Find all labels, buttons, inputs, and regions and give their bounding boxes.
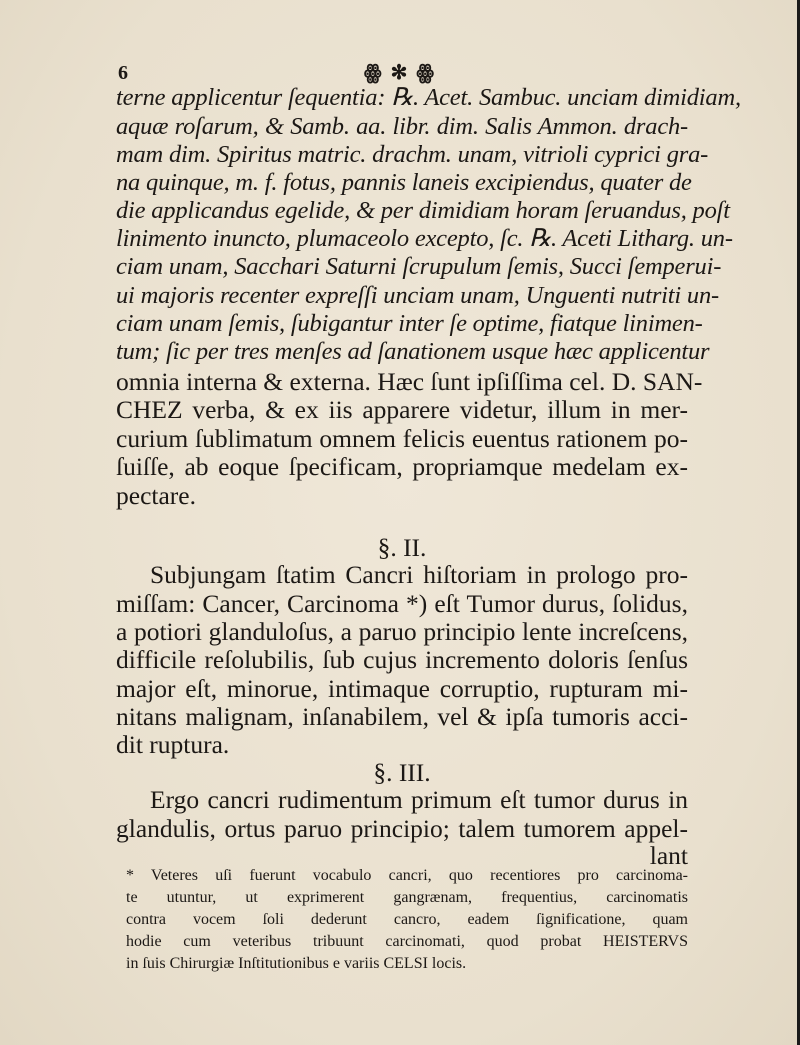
text-line: lant bbox=[649, 841, 688, 870]
text-line: dit ruptura. bbox=[116, 730, 230, 759]
page-number: 6 bbox=[118, 62, 128, 84]
text-line: Subjungam ſtatim Cancri hiſtoriam in prologo pro- bbox=[150, 560, 688, 589]
text-line: tum; ſic per tres menſes ad ſanationem usque hæc applicentur bbox=[116, 338, 710, 365]
footnote-line: hodie cum veteribus tribuunt carcinomati, quod probat HEISTERVS bbox=[126, 933, 688, 950]
text-line: nitans malignam, inſanabilem, vel & ipſa tumoris acci- bbox=[116, 702, 688, 731]
text-line: die applicandus egelide, & per dimidiam horam ſeruandus, poſt bbox=[116, 197, 730, 224]
footnote-line: * Veteres uſi fuerunt vocabulo cancri, quo recentiores pro carcinoma- bbox=[126, 867, 688, 884]
text-line: ui majoris recenter expreſſi unciam unam, Unguenti nutriti un- bbox=[116, 282, 719, 309]
text-line: pectare. bbox=[116, 481, 196, 510]
text-line: curium ſublimatum omnem felicis euentus rationem po- bbox=[116, 424, 688, 453]
text-line: linimento inuncto, plumaceolo excepto, ſc. ℞. Aceti Litharg. un- bbox=[116, 225, 733, 252]
text-line: difficile reſolubilis, ſub cujus incremento doloris ſenſus bbox=[116, 645, 688, 674]
section-heading: §. II. bbox=[377, 533, 427, 562]
text-line: mam dim. Spiritus matric. drachm. unam, vitrioli cyprici gra- bbox=[116, 141, 709, 168]
text-line: a potiori glanduloſus, a paruo principio lente increſcens, bbox=[116, 617, 688, 646]
text-line: CHEZ verba, & ex iis apparere videtur, illum in mer- bbox=[116, 395, 688, 424]
text-line: miſſam: Cancer, Carcinoma *) eſt Tumor durus, ſolidus, bbox=[116, 589, 688, 618]
text-line: na quinque, m. f. fotus, pannis laneis excipiendus, quater de bbox=[116, 169, 692, 196]
text-line: ciam unam ſemis, ſubigantur inter ſe optime, fiatque linimen- bbox=[116, 310, 703, 337]
footnote-line: te utuntur, ut exprimerent gangrænam, frequentius, carcinomatis bbox=[126, 889, 688, 906]
text-line: terne applicentur ſequentia: ℞. Acet. Sambuc. unciam dimidiam, bbox=[116, 84, 741, 111]
text-line: ſuiſſe, ab eoque ſpecificam, propriamque medelam ex- bbox=[116, 452, 688, 481]
footnote-line: in ſuis Chirurgiæ Inſtitutionibus e variis CELSI locis. bbox=[126, 955, 467, 972]
text-line: Ergo cancri rudimentum primum eſt tumor durus in bbox=[150, 785, 688, 814]
text-line: ciam unam, Sacchari Saturni ſcrupulum ſemis, Succi ſemperui- bbox=[116, 253, 722, 280]
section-heading: §. III. bbox=[373, 758, 431, 787]
text-line: omnia interna & externa. Hæc ſunt ipſiſſima cel. D. SAN- bbox=[116, 367, 703, 396]
text-line: aquæ roſarum, & Samb. aa. libr. dim. Salis Ammon. drach- bbox=[116, 113, 688, 140]
footnote-line: contra vocem ſoli dederunt cancro, eadem ſignificatione, quam bbox=[126, 911, 688, 928]
text-line: major eſt, minorue, intimaque corruptio, rupturam mi- bbox=[116, 674, 688, 703]
text-line: glandulis, ortus paruo principio; talem tumorem appel- bbox=[116, 814, 688, 843]
header-ornament: ꙮ ✻ ꙮ bbox=[364, 62, 436, 84]
